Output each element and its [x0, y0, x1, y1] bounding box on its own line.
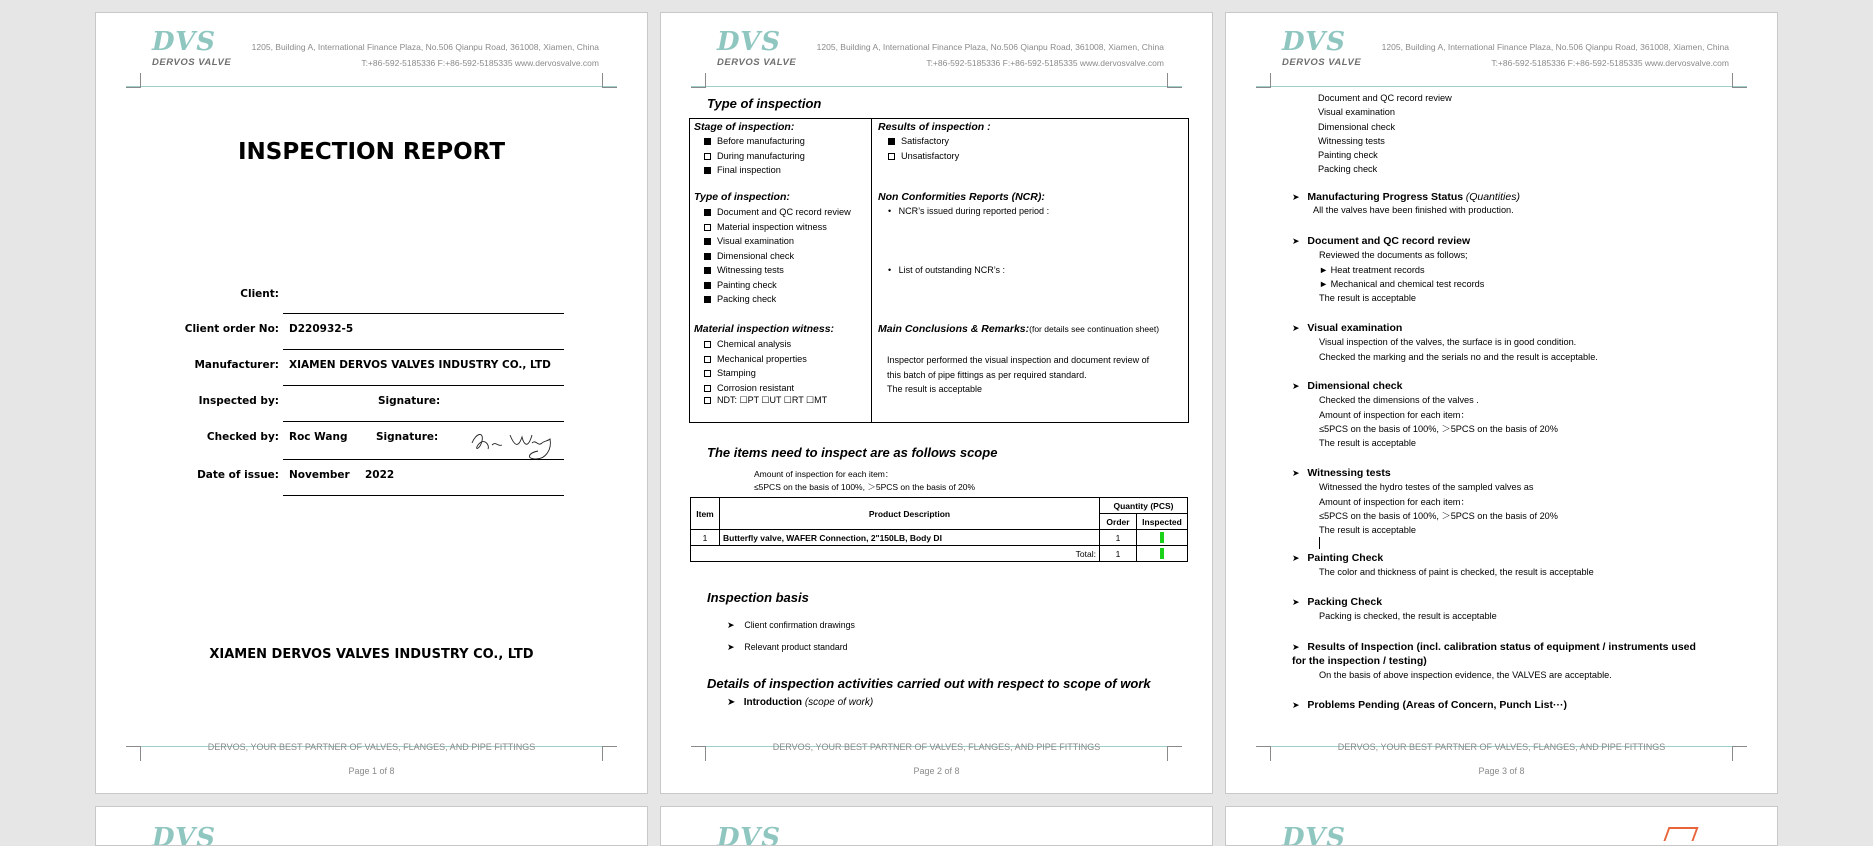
company-logo: DVS [1282, 823, 1347, 846]
results-heading: Results of inspection : [878, 121, 991, 133]
basis-label: Client confirmation drawings [744, 620, 855, 630]
type-of-inspection-heading: Type of inspection [707, 96, 822, 111]
unchecked-box-icon [704, 356, 711, 363]
page-3 [1225, 12, 1778, 794]
order-label: Client order No: [184, 323, 279, 335]
report-title: INSPECTION REPORT [237, 139, 506, 165]
date-year: 2022 [365, 469, 395, 481]
total-order: 1 [1100, 546, 1137, 562]
result-item [888, 134, 959, 149]
checked-box-icon [704, 238, 711, 245]
inspected-line [283, 421, 564, 422]
visual-section: ➤ Visual examination Visual inspection of the valves, the surface is in good condition. Checked the marking and the serials no and the result is acceptable. [1292, 322, 1598, 362]
type-item [704, 292, 851, 307]
doc-section: ➤ Document and QC record review Reviewed the documents as follows; ► Heat treatment records ► Mechanical and chemical test records The result is acceptable [1292, 235, 1485, 304]
arrow-bullet-icon: ➤ [727, 620, 735, 630]
type-sub-heading: Type of inspection: [694, 191, 790, 203]
arrow-bullet-icon: ➤ [727, 642, 735, 652]
stage-item [704, 163, 805, 178]
image-fragment [1663, 827, 1698, 841]
material-label: Chemical analysis [717, 339, 792, 349]
page-number: Page 3 of 8 [1478, 766, 1525, 776]
scope-text: Amount of inspection for each item： ≤5PCS on the basis of 100%, ＞5PCS on the basis of 20% [754, 469, 976, 492]
type-label: Visual examination [717, 236, 794, 246]
mps-section: ➤ Manufacturing Progress Status (Quantities) All the valves have been finished with production. [1292, 191, 1520, 215]
footer-slogan: DERVOS, YOUR BEST PARTNER OF VALVES, FLANGES, AND PIPE FITTINGS [772, 742, 1101, 752]
witnessing-section: ➤ Witnessing tests Witnessed the hydro testes of the sampled valves as Amount of inspection for each item： ≤5PCS on the basis of 100%, ＞5PCS on the basis of 20% The result is acceptable [1292, 466, 1558, 549]
material-item [704, 337, 807, 352]
date-label: Date of issue: [197, 469, 279, 481]
company-logo: DVS DERVOS VALVE [717, 27, 797, 68]
text-cursor [1319, 537, 1320, 549]
header-corner-right [1167, 73, 1182, 88]
footer-slogan: DERVOS, YOUR BEST PARTNER OF VALVES, FLANGES, AND PIPE FITTINGS [207, 742, 536, 752]
company-logo: DVS DERVOS VALVE [1282, 27, 1362, 68]
company-name: XIAMEN DERVOS VALVES INDUSTRY CO., LTD [209, 647, 534, 662]
page-6-partial [1225, 806, 1778, 846]
scope-item: Dimensional check [1318, 121, 1396, 132]
total-inspected [1137, 546, 1188, 562]
unchecked-box-icon [704, 341, 711, 348]
material-item [704, 381, 807, 396]
painting-section: ➤ Painting Check The color and thickness of paint is checked, the result is acceptable [1292, 552, 1594, 578]
total-label: Total: [691, 546, 1100, 562]
basis-label: Relevant product standard [744, 642, 848, 652]
inspected-signature-label: Signature: [378, 395, 441, 407]
table-total-row [691, 546, 1188, 562]
ndt-row: NDT: ☐PT ☐UT ☐RT ☐MT [704, 395, 827, 406]
packing-section: ➤ Packing Check Packing is checked, the result is acceptable [1292, 596, 1497, 622]
basis-item [727, 614, 855, 636]
header-corner-right [1732, 73, 1747, 88]
problems-section: ➤ Problems Pending (Areas of Concern, Punch List···) [1292, 699, 1567, 711]
scope-items-list [1318, 91, 1452, 177]
scope-item: Document and QC record review [1318, 93, 1452, 103]
type-item [704, 220, 851, 235]
result-label: Unsatisfactory [901, 150, 960, 161]
stage-item [704, 149, 805, 164]
manufacturer-label: Manufacturer: [194, 359, 279, 371]
material-item [704, 352, 807, 367]
unchecked-box-icon [704, 224, 711, 231]
type-label: Material inspection witness [717, 221, 827, 232]
basis-item [727, 636, 855, 658]
type-item [704, 205, 851, 220]
ncr-item-1: • NCR’s issued during reported period : [888, 206, 1050, 216]
basis-heading: Inspection basis [707, 590, 809, 605]
scope-heading: The items need to inspect are as follows scope [707, 445, 998, 460]
checked-line [283, 459, 564, 460]
type-label: Document and QC record review [717, 207, 851, 217]
unchecked-box-icon [704, 370, 711, 377]
col-description: Product Description [720, 498, 1100, 530]
header-rule [126, 86, 617, 87]
manufacturer-value: XIAMEN DERVOS VALVES INDUSTRY CO., LTD [289, 359, 551, 371]
items-table [690, 497, 1188, 562]
header-address: 1205, Building A, International Finance Plaza, No.506 Qianpu Road, 361008, Xiamen, China T:+86-592-5185336 F:+86-592-5185335 www.dervosvalve.com [1381, 42, 1729, 68]
header-rule [1256, 86, 1747, 87]
header-corner-right [602, 73, 617, 88]
result-item [888, 149, 959, 164]
scope-item: Witnessing tests [1318, 135, 1385, 146]
checked-label: Checked by: [206, 431, 279, 443]
page-1 [95, 12, 648, 794]
type-list [704, 205, 851, 307]
material-label: Mechanical properties [717, 353, 807, 364]
inspection-box [689, 118, 1189, 423]
col-inspected: Inspected [1137, 514, 1188, 530]
header-corner-left [691, 73, 706, 88]
material-label: Corrosion resistant [717, 382, 795, 393]
checked-box-icon [704, 296, 711, 303]
header-address: 1205, Building A, International Finance Plaza, No.506 Qianpu Road, 361008, Xiamen, China T:+86-592-5185336 F:+86-592-5185335 www.dervosvalve.com [816, 42, 1164, 68]
checked-box-icon [704, 209, 711, 216]
handwritten-signature [466, 423, 556, 463]
unchecked-box-icon [888, 153, 895, 160]
type-item [704, 278, 851, 293]
conclusions-heading: Main Conclusions & Remarks:(for details see continuation sheet) [878, 323, 1160, 335]
ncr-heading: Non Conformities Reports (NCR): [878, 191, 1045, 203]
page-5-partial [660, 806, 1213, 846]
checked-box-icon [888, 138, 895, 145]
company-logo: DVS DERVOS VALVE [152, 27, 232, 68]
checked-box-icon [704, 282, 711, 289]
checked-box-icon [704, 138, 711, 145]
type-item [704, 263, 851, 278]
material-heading: Material inspection witness: [694, 323, 835, 335]
material-item [704, 366, 807, 381]
stage-label: Final inspection [717, 165, 781, 175]
header-address: 1205, Building A, International Finance Plaza, No.506 Qianpu Road, 361008, Xiamen, China T:+86-592-5185336 F:+86-592-5185335 www.dervosvalve.com [251, 42, 599, 68]
stage-label: During manufacturing [717, 150, 805, 161]
basis-list [727, 614, 855, 658]
material-list [704, 337, 807, 395]
ncr-item-2: • List of outstanding NCR’s : [888, 265, 1006, 275]
client-label: Client: [240, 288, 279, 300]
inspected-label: Inspected by: [198, 395, 279, 407]
order-line [283, 349, 564, 350]
company-logo: DVS [717, 823, 782, 846]
type-label: Witnessing tests [717, 265, 784, 275]
type-label: Painting check [717, 279, 777, 290]
results-list [888, 134, 959, 163]
scope-item: Painting check [1318, 150, 1378, 161]
conclusions-text: Inspector performed the visual inspection and document review of this batch of pipe fittings as per required standard. The result is acceptable [887, 355, 1150, 394]
stage-heading: Stage of inspection: [694, 121, 795, 133]
checked-box-icon [704, 267, 711, 274]
page-4-partial [95, 806, 648, 846]
result-label: Satisfactory [901, 136, 949, 146]
unchecked-box-icon [704, 385, 711, 392]
row-inspected [1137, 530, 1188, 546]
page-number: Page 1 of 8 [348, 766, 395, 776]
row-item: 1 [691, 530, 720, 546]
col-quantity: Quantity (PCS) [1100, 498, 1188, 514]
type-item [704, 234, 851, 249]
unchecked-box-icon [704, 153, 711, 160]
header-rule [691, 86, 1182, 87]
scope-item: Packing check [1318, 164, 1378, 175]
row-order: 1 [1100, 530, 1137, 546]
header-corner-left [1256, 73, 1271, 88]
checked-box-icon [704, 167, 711, 174]
col-order: Order [1100, 514, 1137, 530]
page-number: Page 2 of 8 [913, 766, 960, 776]
type-label: Dimensional check [717, 250, 795, 261]
order-value: D220932-5 [289, 323, 354, 335]
company-logo: DVS [152, 823, 217, 846]
type-label: Packing check [717, 294, 777, 304]
box-divider [871, 119, 872, 422]
page-2 [660, 12, 1213, 794]
date-line [283, 495, 564, 496]
introduction-item: ➤ Introduction (scope of work) [727, 697, 874, 708]
stage-list [704, 134, 805, 178]
stage-item [704, 134, 805, 149]
stage-label: Before manufacturing [717, 136, 805, 146]
details-heading: Details of inspection activities carried out with respect to scope of work [707, 676, 1151, 691]
type-item [704, 249, 851, 264]
table-row [691, 530, 1188, 546]
footer-slogan: DERVOS, YOUR BEST PARTNER OF VALVES, FLANGES, AND PIPE FITTINGS [1337, 742, 1666, 752]
row-description: Butterfly valve, WAFER Connection, 2"150LB, Body DI [720, 530, 1100, 546]
results-section: ➤ Results of Inspection (incl. calibration status of equipment / instruments used for the inspection / testing) On the basis of above inspection evidence, the VALVES are acceptable. [1292, 641, 1696, 680]
material-label: Stamping [717, 368, 756, 378]
scope-item: Visual examination [1318, 107, 1395, 118]
date-month: November [289, 469, 350, 481]
manufacturer-line [283, 385, 564, 386]
client-line [283, 313, 564, 314]
checked-signature-label: Signature: [376, 431, 439, 443]
col-item: Item [691, 498, 720, 530]
header-corner-left [126, 73, 141, 88]
checked-box-icon [704, 253, 711, 260]
checked-value: Roc Wang [289, 431, 348, 443]
dimensional-section: ➤ Dimensional check Checked the dimensions of the valves . Amount of inspection for each item： ≤5PCS on the basis of 100%, ＞5PCS on the basis of 20% The result is acceptable [1292, 380, 1558, 449]
